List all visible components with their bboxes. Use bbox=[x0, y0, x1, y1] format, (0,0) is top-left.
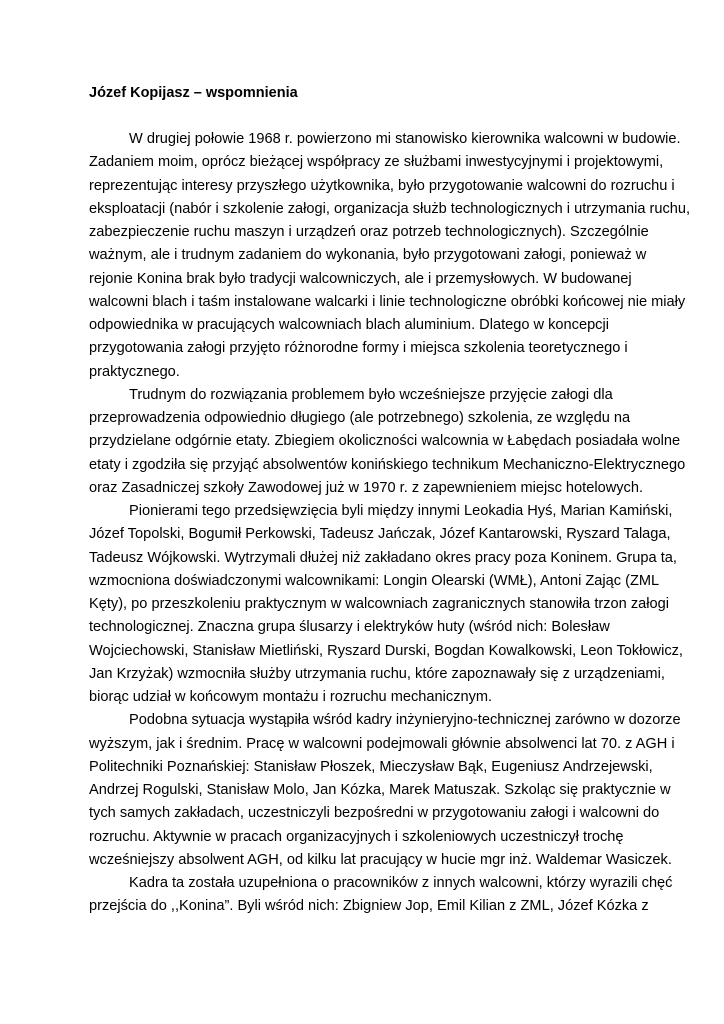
text-line: ważnym, ale i trudnym zadaniem do wykonania, było przygotowani załogi, ponieważ w bbox=[89, 247, 647, 264]
text-line: Kadra ta została uzupełniona o pracowników z innych walcowni, którzy wyrazili chęć bbox=[129, 875, 673, 891]
text-line: Wojciechowski, Stanisław Mietliński, Ryszard Durski, Bogdan Kowalkowski, Leon Tokłowicz, bbox=[89, 642, 683, 659]
text-line: Trudnym do rozwiązania problemem było wcześniejsze przyjęcie załogi dla bbox=[129, 386, 613, 403]
paragraph bbox=[89, 709, 681, 872]
text-line: Zadaniem moim, oprócz bieżącej współpracy ze służbami inwestycyjnymi i projektowymi, bbox=[89, 154, 664, 171]
text-line: W drugiej połowie 1968 r. powierzono mi stanowisko kierownika walcowni w budowie. bbox=[129, 131, 681, 147]
text-line: rozruchu. Aktywnie w pracach organizacyjnych i szkoleniowych uczestniczył trochę bbox=[89, 828, 624, 845]
text-line: Tadeusz Wójkowski. Wytrzymali dłużej niż zakładano okres pracy poza Koninem. Grupa ta, bbox=[89, 549, 677, 566]
text-line: przejścia do ,,Konina”. Byli wśród nich: Zbigniew Jop, Emil Kilian z ZML, Józef Kózka z bbox=[89, 898, 649, 915]
document-title: Józef Kopijasz – wspomnienia bbox=[89, 85, 298, 101]
text-line: wyższym, jak i średnim. Pracę w walcowni podejmowali głównie absolwenci lat 70. z AGH i bbox=[89, 735, 675, 752]
paragraph bbox=[89, 500, 683, 709]
text-line: przydzielane odgórnie etaty. Zbiegiem okoliczności walcownia w Łabędach posiadała wolne bbox=[89, 433, 681, 450]
text-line: eksploatacji (nabór i szkolenie załogi, organizacja służb technologicznych i utrzymania ruchu, bbox=[89, 200, 691, 217]
text-line: etaty i zgodziła się przyjąć absolwentów konińskiego technikum Mechaniczno-Elektrycznego bbox=[89, 456, 686, 473]
text-line: Jan Krzyżak) wzmocniła służby utrzymania ruchu, które zapoznawały się z urządzeniami, bbox=[89, 665, 665, 682]
text-line: tych samych zakładach, uczestniczyli bezpośredni w przygotowaniu załogi i walcowni do bbox=[89, 805, 660, 822]
paragraph bbox=[89, 384, 686, 500]
text-line: Politechniki Poznańskiej: Stanisław Płoszek, Mieczysław Bąk, Eugeniusz Andrzejewski, bbox=[89, 758, 653, 775]
document-body bbox=[89, 128, 691, 919]
text-line: reprezentując interesy przyszłego użytkownika, było przygotowanie walcowni do rozruchu i bbox=[89, 177, 675, 194]
text-line: przygotowania załogi przyjęto różnorodne formy i miejsca szkolenia teoretycznego i bbox=[89, 340, 628, 357]
text-line: walcowni blach i taśm instalowane walcarki i linie technologiczne obróbki końcowej nie miały bbox=[89, 293, 686, 310]
text-line: Józef Topolski, Bogumił Perkowski, Tadeusz Jańczak, Józef Kantarowski, Ryszard Talaga, bbox=[89, 526, 671, 543]
text-line: Andrzej Rogulski, Stanisław Molo, Jan Kózka, Marek Matuszak. Szkoląc się praktycznie w bbox=[89, 782, 671, 798]
text-line: wcześniejszy absolwent AGH, od kilku lat pracujący w hucie mgr inż. Waldemar Wasiczek. bbox=[89, 851, 672, 868]
text-line: biorąc udział w końcowym montażu i rozruchu mechanicznym. bbox=[89, 689, 493, 705]
text-line: oraz Zasadniczej szkoły Zawodowej już w 1970 r. z zapewnieniem miejsc hotelowych. bbox=[89, 479, 643, 496]
text-line: Pionierami tego przedsięwzięcia byli między innymi Leokadia Hyś, Marian Kamiński, bbox=[129, 503, 673, 519]
text-line: zabezpieczenie ruchu maszyn i urządzeń oraz potrzeb technologicznych). Szczególnie bbox=[89, 224, 649, 240]
text-line: odpowiednika w pracujących walcowniach blach aluminium. Dlatego w koncepcji bbox=[89, 317, 609, 333]
paragraph bbox=[89, 128, 691, 384]
document-page bbox=[89, 84, 691, 919]
text-line: rejonie Konina brak było tradycji walcowniczych, ale i przemysłowych. W budowanej bbox=[89, 270, 632, 287]
text-line: praktycznego. bbox=[89, 363, 180, 380]
text-line: Podobna sytuacja wystąpiła wśród kadry inżynieryjno-technicznej zarówno w dozorze bbox=[129, 712, 681, 729]
text-line: przeprowadzenia odpowiednio długiego (ale potrzebnego) szkolenia, ze względu na bbox=[89, 410, 631, 426]
text-line: wzmocniona doświadczonymi walcownikami: Longin Olearski (WMŁ), Antoni Zając (ZML bbox=[89, 572, 660, 589]
text-line: technologicznej. Znaczna grupa ślusarzy i elektryków huty (wśród nich: Bolesław bbox=[89, 619, 610, 636]
text-line: Kęty), po przeszkoleniu praktycznym w walcowniach zagranicznych stanowiła trzon załogi bbox=[89, 596, 669, 612]
paragraph bbox=[89, 872, 673, 919]
